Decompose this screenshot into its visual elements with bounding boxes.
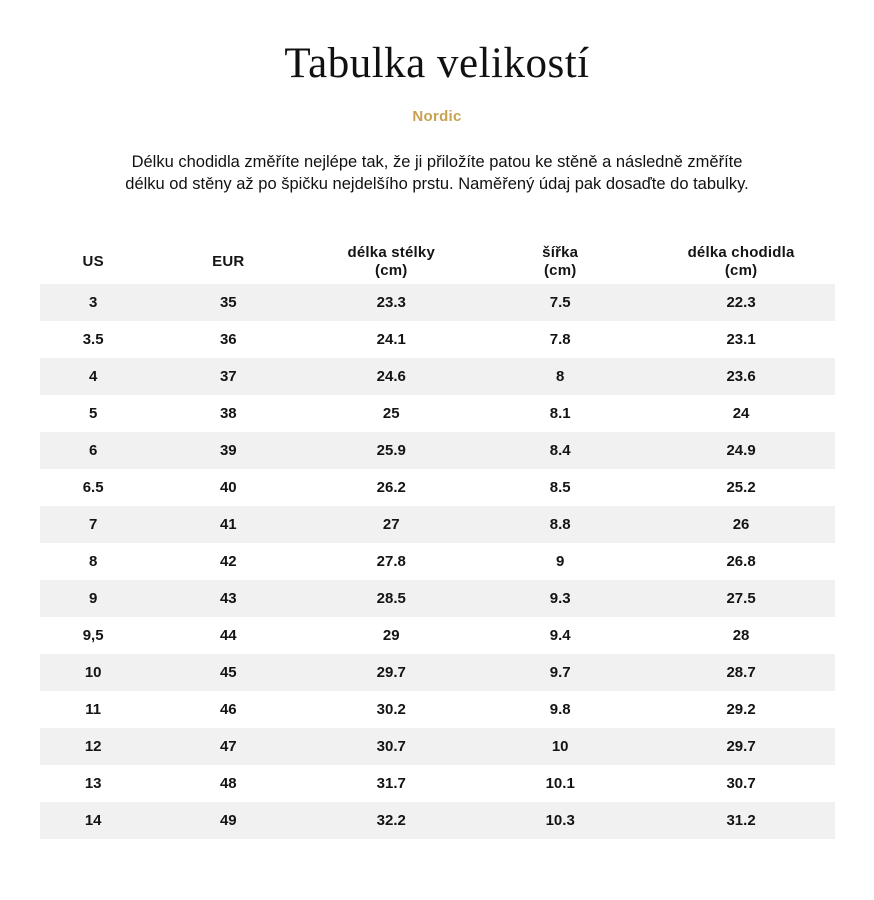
table-cell-eur: 36 [219,331,237,349]
table-row [40,506,835,543]
table-cell-us: 5 [88,405,98,423]
table-cell-us: 6.5 [82,479,104,497]
table-cell-width: 8.5 [549,479,571,497]
column-unit: (cm) [724,262,758,280]
table-cell-insole-length: 28.5 [376,590,406,608]
column-label: délka chodidla [687,244,795,262]
column-header-insole-length [310,240,473,284]
table-cell-foot-length: 29.2 [726,701,756,719]
table-cell-eur: 42 [219,553,237,571]
table-cell-us: 11 [85,701,102,719]
table-cell-foot-length: 31.2 [726,812,756,830]
column-label: US [82,253,104,271]
table-cell-width: 8 [556,368,565,386]
table-cell-width: 9.7 [549,664,571,682]
table-cell-insole-length: 23.3 [376,294,406,312]
table-cell-foot-length: 26.8 [726,553,756,571]
table-cell-insole-length: 24.6 [376,368,406,386]
table-row [40,432,835,469]
table-row [40,395,835,432]
table-cell-foot-length: 24.9 [726,442,756,460]
table-cell-insole-length: 25.9 [376,442,406,460]
table-cell-foot-length: 24 [732,405,750,423]
table-cell-us: 12 [84,738,102,756]
instructions-line-2: délku od stěny až po špičku nejdelšího prstu. Naměřený údaj pak dosaďte do tabulky. [125,174,749,193]
table-row [40,358,835,395]
table-row [40,765,835,802]
table-cell-foot-length: 27.5 [726,590,756,608]
table-cell-us: 10 [84,664,102,682]
table-cell-width: 9.3 [549,590,571,608]
table-cell-width: 7.8 [549,331,571,349]
table-row [40,543,835,580]
table-cell-insole-length: 29 [382,627,400,645]
table-cell-width: 8.8 [549,516,571,534]
table-row [40,691,835,728]
table-cell-foot-length: 22.3 [726,294,756,312]
table-cell-us: 14 [84,812,102,830]
size-table-body [40,284,835,839]
page-title: Tabulka velikostí [284,40,590,87]
table-cell-eur: 37 [219,368,237,386]
table-cell-insole-length: 27.8 [376,553,406,571]
table-cell-foot-length: 30.7 [726,775,756,793]
table-cell-eur: 48 [219,775,237,793]
table-cell-us: 3.5 [82,331,104,349]
table-cell-foot-length: 23.6 [726,368,756,386]
table-cell-eur: 39 [219,442,237,460]
column-header-eur [147,240,310,284]
table-row [40,617,835,654]
table-cell-us: 8 [88,553,98,571]
table-row [40,728,835,765]
measurement-instructions [97,152,777,195]
table-cell-foot-length: 25.2 [726,479,756,497]
table-cell-width: 10 [551,738,569,756]
table-cell-width: 7.5 [549,294,571,312]
table-cell-insole-length: 27 [382,516,400,534]
table-cell-us: 4 [88,368,98,386]
table-cell-width: 8.4 [549,442,571,460]
table-row [40,284,835,321]
table-cell-eur: 35 [219,294,237,312]
table-cell-foot-length: 28 [732,627,750,645]
table-cell-eur: 38 [219,405,237,423]
table-cell-us: 9 [88,590,98,608]
size-table-header [40,240,835,284]
table-cell-us: 7 [88,516,98,534]
column-unit: (cm) [375,262,408,280]
table-cell-width: 9.4 [549,627,571,645]
table-cell-eur: 47 [219,738,237,756]
column-label: délka stélky [347,244,435,262]
table-cell-foot-length: 26 [732,516,750,534]
table-cell-insole-length: 30.2 [376,701,406,719]
table-cell-foot-length: 29.7 [726,738,756,756]
table-cell-us: 6 [88,442,98,460]
table-cell-width: 10.1 [545,775,575,793]
table-cell-width: 9.8 [549,701,571,719]
table-cell-foot-length: 23.1 [726,331,756,349]
column-unit: (cm) [543,262,577,280]
column-label: EUR [212,253,245,271]
table-cell-us: 9,5 [82,627,104,645]
table-cell-eur: 43 [219,590,237,608]
table-cell-insole-length: 31.7 [376,775,406,793]
column-header-us [40,240,147,284]
table-row [40,580,835,617]
table-cell-width: 9 [556,553,565,571]
size-table [40,240,835,839]
table-cell-eur: 46 [219,701,237,719]
table-cell-eur: 44 [219,627,237,645]
table-cell-width: 8.1 [549,405,571,423]
table-row [40,321,835,358]
table-cell-insole-length: 25 [382,405,400,423]
table-cell-eur: 40 [219,479,237,497]
table-cell-eur: 45 [219,664,237,682]
table-cell-insole-length: 29.7 [376,664,406,682]
table-cell-insole-length: 32.2 [376,812,406,830]
size-chart-page [0,40,874,839]
table-row [40,802,835,839]
table-cell-us: 13 [84,775,102,793]
instructions-line-1: Délku chodidla změříte nejlépe tak, že ji přiložíte patou ke stěně a následně změříte [131,153,743,172]
table-cell-insole-length: 24.1 [376,331,406,349]
column-label: šířka [542,244,579,262]
column-header-foot-length [648,240,835,284]
table-cell-eur: 41 [219,516,237,534]
table-row [40,469,835,506]
table-cell-foot-length: 28.7 [726,664,756,682]
column-header-width [473,240,648,284]
header-row [40,240,835,284]
table-cell-width: 10.3 [545,812,575,830]
table-row [40,654,835,691]
table-cell-insole-length: 26.2 [376,479,406,497]
table-cell-eur: 49 [219,812,237,830]
table-cell-insole-length: 30.7 [376,738,406,756]
table-cell-us: 3 [88,294,98,312]
collection-subtitle: Nordic [412,108,462,126]
